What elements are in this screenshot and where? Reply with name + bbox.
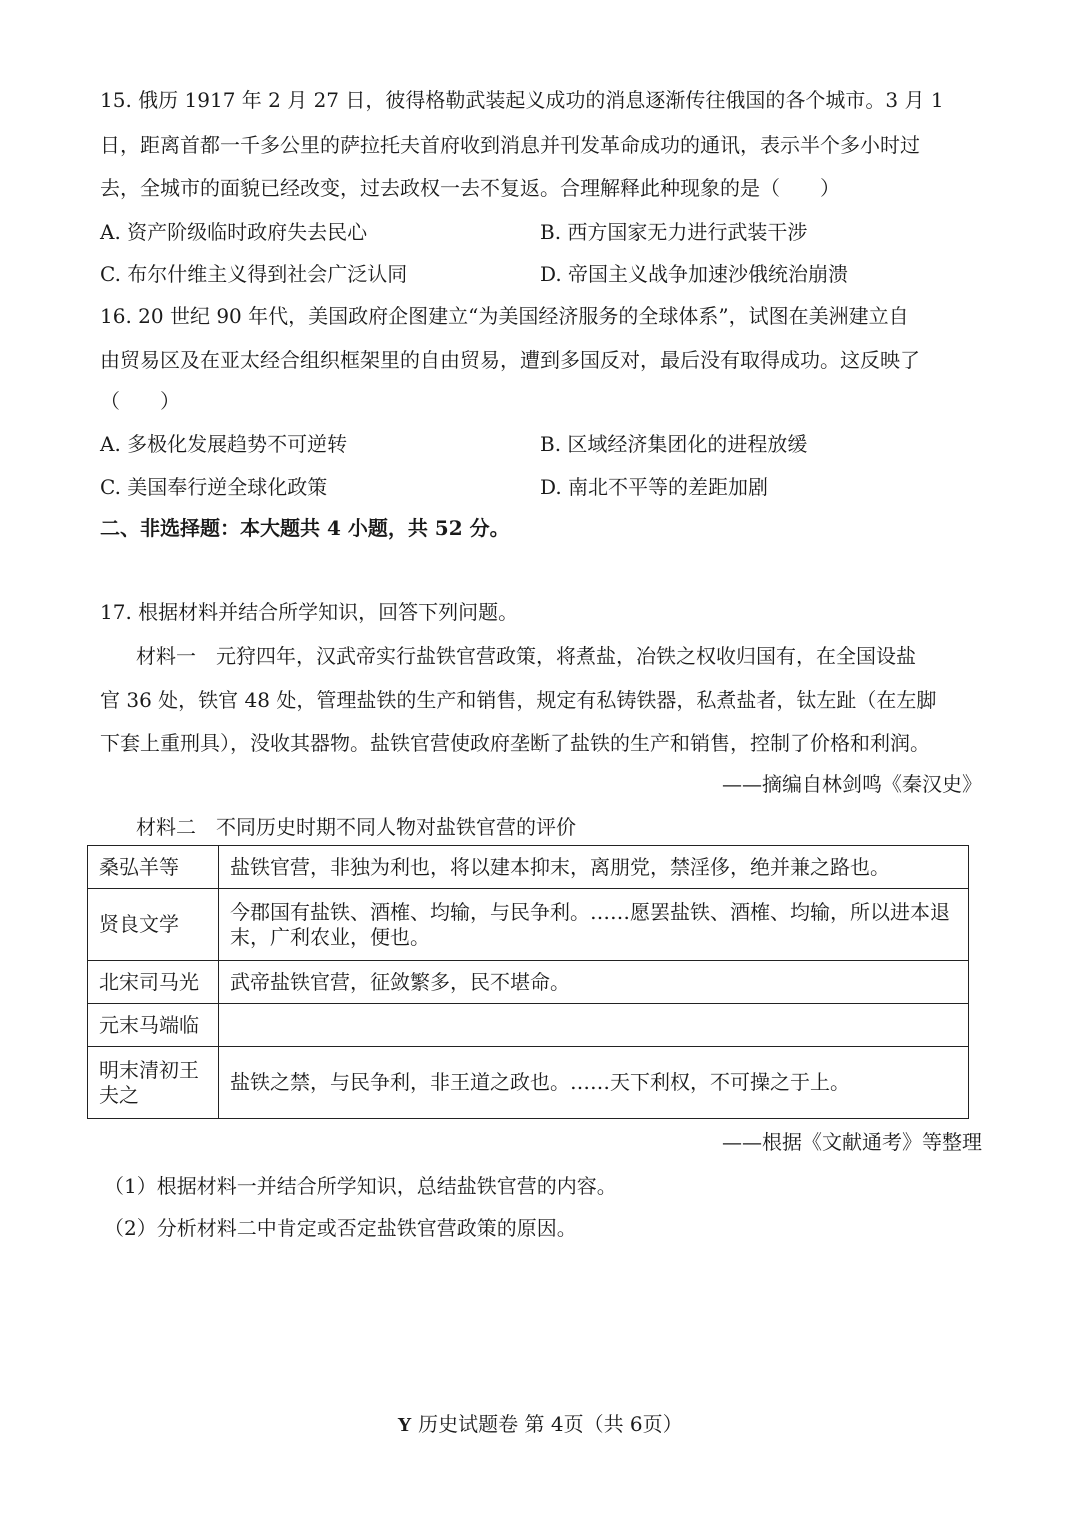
table-cell-person: 北宋司马光 [88, 961, 219, 1004]
q16-stem-line-1: 16. 20 世纪 90 年代，美国政府企图建立“为美国经济服务的全球体系”，试图在美洲建立自 [100, 304, 909, 328]
q16-option-b: B. 区域经济集团化的进程放缓 [540, 432, 808, 456]
q17-intro: 17. 根据材料并结合所学知识，回答下列问题。 [100, 600, 519, 624]
q17-material-1-source: ——摘编自林剑鸣《秦汉史》 [722, 772, 982, 796]
q16-stem-line-2: 由贸易区及在亚太经合组织框架里的自由贸易，遭到多国反对，最后没有取得成功。这反映了 [100, 348, 920, 372]
table-cell-view: 盐铁官营，非独为利也，将以建本抑末，离朋党，禁淫侈，绝并兼之路也。 [219, 846, 969, 889]
q15-option-d: D. 帝国主义战争加速沙俄统治崩溃 [540, 262, 849, 286]
table-row [88, 846, 969, 889]
q17-subquestion-1: （1）根据材料一并结合所学知识，总结盐铁官营的内容。 [104, 1174, 617, 1198]
q16-option-c: C. 美国奉行逆全球化政策 [100, 475, 328, 499]
q16-stem-line-3: （ ） [100, 389, 180, 413]
q16-option-d: D. 南北不平等的差距加剧 [540, 475, 769, 499]
table-cell-person: 元末马端临 [88, 1004, 219, 1047]
q15-option-b: B. 西方国家无力进行武装干涉 [540, 220, 808, 244]
table-cell-view: 盐铁之禁，与民争利，非王道之政也。……天下利权，不可操之于上。 [219, 1047, 969, 1119]
q17-subquestion-2: （2）分析材料二中肯定或否定盐铁官营政策的原因。 [104, 1216, 577, 1240]
q17-material-1-line-2: 官 36 处，铁官 48 处，管理盐铁的生产和销售，规定有私铸铁器，私煮盐者，钛左趾（在左脚 [100, 688, 937, 712]
q17-material-2-title: 材料二 不同历史时期不同人物对盐铁官营的评价 [136, 815, 576, 839]
q17-material-1-line-3: 下套上重刑具），没收其器物。盐铁官营使政府垄断了盐铁的生产和销售，控制了价格和利润。 [100, 731, 930, 755]
q17-material-1-line-1: 材料一 元狩四年，汉武帝实行盐铁官营政策，将煮盐，冶铁之权收归国有，在全国设盐 [136, 644, 916, 668]
table-cell-person: 贤良文学 [88, 889, 219, 961]
section-2-heading: 二、非选择题：本大题共 4 小题，共 52 分。 [100, 516, 510, 540]
q17-material-2-source: ——根据《文献通考》等整理 [722, 1130, 982, 1154]
table-row [88, 889, 969, 961]
footer-mark: Y [397, 1414, 412, 1436]
page-footer [0, 1408, 1080, 1437]
q15-stem-line-3: 去，全城市的面貌已经改变，过去政权一去不复返。合理解释此种现象的是（ ） [100, 176, 840, 200]
q15-option-c: C. 布尔什维主义得到社会广泛认同 [100, 262, 408, 286]
q15-option-a: A. 资产阶级临时政府失去民心 [100, 220, 368, 244]
footer-page-info: 历史试题卷 第 4页（共 6页） [411, 1412, 683, 1436]
table-cell-view: 今郡国有盐铁、酒榷、均输，与民争利。……愿罢盐铁、酒榷、均输，所以进本退末，广利农业，便也。 [219, 889, 969, 961]
q15-stem-line-1: 15. 俄历 1917 年 2 月 27 日，彼得格勒武装起义成功的消息逐渐传往俄国的各个城市。3 月 1 [100, 88, 944, 112]
table-row [88, 961, 969, 1004]
table-row [88, 1004, 969, 1047]
table-cell-view: 武帝盐铁官营，征敛繁多，民不堪命。 [219, 961, 969, 1004]
evaluation-table [87, 845, 969, 1119]
q15-stem-line-2: 日，距离首都一千多公里的萨拉托夫首府收到消息并刊发革命成功的通讯，表示半个多小时过 [100, 133, 920, 157]
table-row [88, 1047, 969, 1119]
q16-option-a: A. 多极化发展趋势不可逆转 [100, 432, 348, 456]
table-cell-person: 明末清初王夫之 [88, 1047, 219, 1119]
table-cell-view [219, 1004, 969, 1047]
table-cell-person: 桑弘羊等 [88, 846, 219, 889]
